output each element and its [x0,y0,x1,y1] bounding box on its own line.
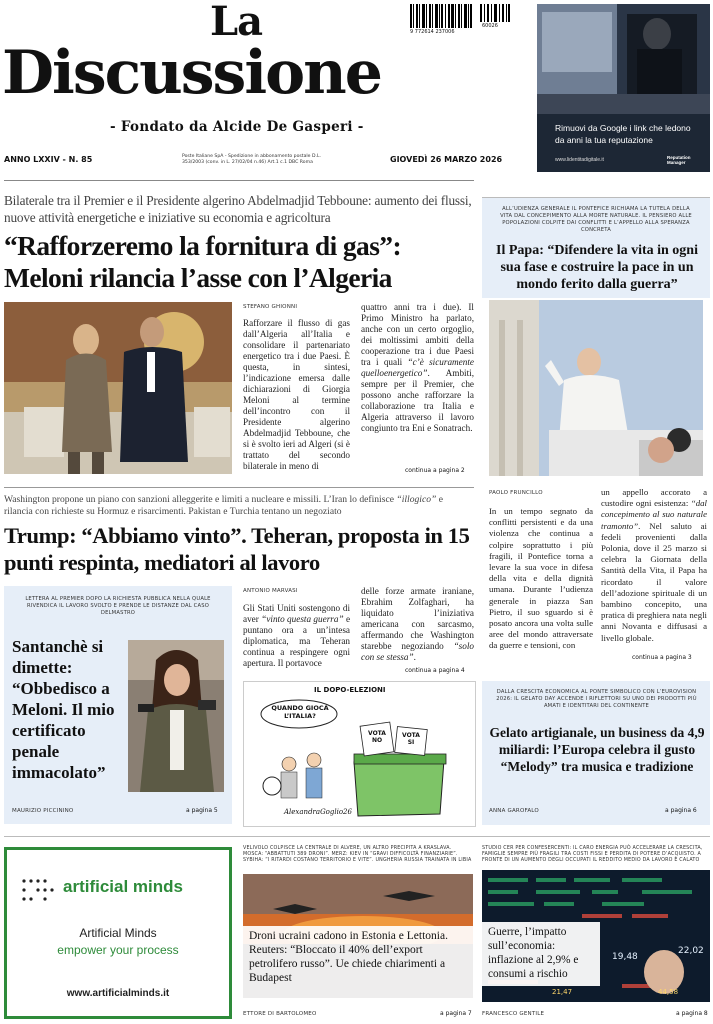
pope-photo [489,300,703,476]
economy-photo [482,870,710,1002]
pope-column-2 [601,487,707,644]
cartoon-title: IL DOPO-ELEZIONI [314,686,386,694]
top-ad-brand: Reputation Manager [667,155,691,165]
economy-kicker: STUDIO CER PER CONFESERCENTI: IL CARO ENERGIA PUÒ ACCELERARE LA CRESCITA, FAMIGLIE SEMPRE PIÙ FRAGILI TRA COSTI FISSI E PERDITA DI POTERE D’ACQUISTO. A FRONTE DI UN AUMENTO DEGLI OCCUPATI IL REDDITO MEDIO DA LAVORO È CALATO [482,846,703,864]
artificial-minds-logo-text: artificial minds [63,877,183,896]
lead-headline[interactable]: “Rafforzeremo la fornitura di gas”: Meloni rilancia l’asse con l’Algeria [4,230,402,293]
artificial-minds-logo-icon [21,878,55,902]
iran-author: ANTONIO MARVASI [243,588,298,594]
lead-column-2-quote: “c’è sicuramente quelloenergetico” [361,357,474,378]
lead-kicker: Bilaterale tra il Premier e il Presidente algerino Abdelmadjid Tebboune: aumento dei flussi, nuove attività energetiche e iniziative su economia e agricoltura [4,193,472,225]
bottom-divider [4,836,710,837]
iran-column-1-a: Gli Stati Uniti sostengono di aver [243,603,350,624]
pope-headline[interactable]: Il Papa: “Difendere la vita in ogni sua fase e costruire la pace in un mondo ferito dalla guerra” [496,243,698,292]
cartoon-signature: AlexandraGoglio26 [284,808,352,816]
artificial-minds-slogan: empower your process [57,943,179,957]
pope-column-1: In un tempo segnato da conflitti persistenti e da una violenza che continua a colpire soprattutto i più fragili, il Pontefice torna a levare la sua voce in difesa della vita e della dignità umana. Durante l’udienza generale in piazza San Pietro, il suo sguardo si è posato ancora una volta sulle aree del mondo attraversate da guerre e tensioni, con [489,506,593,651]
santanche-kicker: LETTERA AL PREMIER DOPO LA RICHIESTA PUBBLICA NELLA QUALE RIVENDICA IL LAVORO SVOLTO E PRENDE LE DISTANZE DAL CASO DELMASTRO [25,596,211,616]
lead-continue[interactable]: continua a pagina 2 [405,467,465,474]
pope-column-2-quote: “dal concepimento al suo naturale tramonto” [601,498,707,531]
top-ad-url: www.lidentitadigitale.it [555,157,604,163]
lead-column-2-b: . Ambiti, sempre per il Premier, che possono anche rafforzare la collaborazione tra Italia e Algeria attraverso il lavoro congiunto tra Eni e Sonatrach. [361,368,474,433]
lead-column-1: Rafforzare il flusso di gas dall’Algeria all’Italia e consolidare il partenariato energetico tra i due Paesi. È questa, in sintesi, l’indicazione emersa dalle dichiarazioni di Giorgia Meloni al termine dell’incontro con il Presidente algerino Abdelmadjid Tebboune, che si è svolto ieri ad Algeri (si è trattato del secondo bilaterale in meno di [243,318,350,471]
iran-headline[interactable]: Trump: “Abbiamo vinto”. Teheran, proposta in 15 punti respinta, mediatori al lavoro [4,523,470,575]
iran-kicker-quote: “illogico” [396,494,437,505]
artificial-minds-url[interactable]: www.artificialminds.it [66,988,170,999]
lead-photo [4,302,232,474]
iran-continue[interactable]: continua a pagina 4 [405,667,465,674]
barcode-number: 9 772614 237006 [410,29,455,35]
gelato-headline[interactable]: Gelato artigianale, un business da 4,9 miliardi: l’Europa celebra il gusto “Melody” tra musica e tradizione [489,725,705,774]
pope-kicker: ALL’UDIENZA GENERALE IL PONTEFICE RICHIAMA LA TUTELA DELLA VITA DAL CONCEPIMENTO ALLA MORTE NATURALE. IL PENSIERO ALLE POPOLAZIONI COLPITE DAI CONFLITTI E L’APPELLO ALLA SPERANZA CONCRETA [500,206,692,233]
drones-photo [243,874,473,998]
iran-kicker [4,494,474,518]
santanche-headline[interactable]: Santanchè si dimette: “Obbedisco a Meloni. Il mio certificato penale immacolato” [12,637,115,782]
iran-column-1 [243,603,350,669]
drones-author: ETTORE DI BARTOLOMEO [243,1011,317,1017]
cartoon-sign-right: VOTA SI [402,732,420,746]
pope-column-2-a: un appello accorato a custodire ogni esistenza: [601,487,707,509]
masthead-title: Discussione [2,38,381,108]
cartoon-speech: QUANDO GIOCA L’ITALIA? [271,704,329,720]
board-number-1: 19,48 [612,952,638,962]
iran-column-1-b: e puntano ora a un’intesa diplomatica, ma Teheran continua a respingere ogni apertura. Il portavoce [243,614,351,668]
masthead-divider [4,180,474,181]
board-number-2: 22,02 [678,946,704,956]
lead-divider [4,487,474,488]
barcode [410,4,518,40]
gelato-kicker: DALLA CRESCITA ECONOMICA AL PONTE SIMBOLICO CON L’EUROVISION 2026: IL GELATO DAY ACCENDE I RIFLETTORI SU UNO DEI PRODOTTI PIÙ AMATI E IDENTITARI DEL CONTINENTE [496,689,697,709]
artificial-minds-name: Artificial Minds [79,926,157,940]
drones-continue[interactable]: a pagina 7 [440,1010,472,1017]
board-number-4: 44,58 [658,988,679,996]
barcode-main-icon [410,4,472,28]
iran-column-2-a: delle forze armate iraniane, Ebrahim Zolfaghari, ha liquidato l’iniziativa americana con sarcasmo, affermando che Washington starebbe negoziando [361,586,474,651]
drones-headline[interactable]: Droni ucraini cadono in Estonia e Lettonia. Reuters: “Bloccato il 40% dell’export petrolifero russo”. Ue chiede chiarimenti a Budapest [243,926,473,998]
issue-number: ANNO LXXIV - N. 85 [4,155,93,164]
pope-continue[interactable]: continua a pagina 3 [632,654,692,661]
santanche-continue[interactable]: a pagina 5 [186,807,218,814]
gelato-continue[interactable]: a pagina 6 [665,807,697,814]
economy-headline[interactable]: Guerre, l’impatto sull’economia: inflazione al 2,9% e consumi a rischio [482,922,600,986]
drones-kicker: VELIVOLO COLPISCE LA CENTRALE DI ALVERE, UN ALTRO PRECIPITA A KRASLAVA. MOSCA: “ABBATTUTI 389 DRONI”. MERZ: KIEV IN “GRAVI DIFFICOLTÀ FINANZIARIE”. SYBIHA: “I RITARDI COSTANO TERRITORIO E VITE”. UNGHERIA RUSSIA TRAINATA IN LIBIA [243,846,472,864]
santanche-photo-icon [128,640,224,792]
economy-author: FRANCESCO GENTILE [482,1011,545,1017]
economy-continue[interactable]: a pagina 8 [676,1010,708,1017]
cartoon-sign-left: VOTA NO [368,730,386,744]
iran-column-2 [361,586,474,663]
iran-kicker-b: e rilancia con richieste su Hormuz e risarcimenti. Pakistan e Turchia tentano un negoziato [4,494,444,517]
meloni-tebboune-photo-icon [4,302,232,474]
iran-column-2-quote: “solo con se stessa” [361,641,474,662]
issue-date: GIOVEDÌ 26 MARZO 2026 [390,155,503,164]
iran-column-2-b: . [413,652,416,662]
lead-column-2 [361,302,474,434]
top-ad[interactable] [537,4,710,172]
santanche-author: MAURIZIO PICCININO [12,808,74,814]
barcode-addon-icon [480,4,510,22]
pope-column-2-b: . Nel saluto ai fedeli provenienti dalla Polonia, dove il 25 marzo si celebra la Giornata della Santità della Vita, il Papa ha ricordato il valore dell’adozione spirituale di un bambino concepito, una pratica di preghiera nata negli anni Novanta e diffusasi a livello globale. [601,520,707,643]
top-ad-text: Rimuovi da Google i link che ledono da anni la tua reputazione [555,123,691,145]
iran-kicker-a: Washington propone un piano con sanzioni alleggerite e limiti a nucleare e missili. L’Iran lo definisce [4,494,397,505]
office-photo-icon [537,4,710,114]
postal-info: Poste Italiane SpA - Spedizione in abbonamento postale D.L. 353/2003 (conv. in L. 27/02/04 n.46) Art.1 c.1 DBC Roma [182,154,321,165]
iran-column-1-quote: “vinto questa guerra” [261,614,344,624]
board-number-3: 21,47 [552,988,573,996]
artificial-minds-ad[interactable] [4,847,232,1019]
cartoon [243,681,476,827]
santanche-photo [128,640,224,792]
barcode-addon: 60026 [482,23,498,29]
lead-author: STEFANO GHIONNI [243,304,298,310]
gelato-author: ANNA GAROFALO [489,808,539,814]
lead-column-2-a: quattro anni tra i due). Il Primo Ministro ha parlato, anche con un certo orgoglio, dei moltissimi ambiti della cooperazione tra i due Paesi tra i quali [361,302,474,367]
pope-author: PAOLO FRUNCILLO [489,490,543,496]
masthead-title-la: La [210,0,263,45]
masthead-tagline: - Fondato da Alcide De Gasperi - [110,119,364,135]
pope-waving-photo-icon [489,300,703,476]
